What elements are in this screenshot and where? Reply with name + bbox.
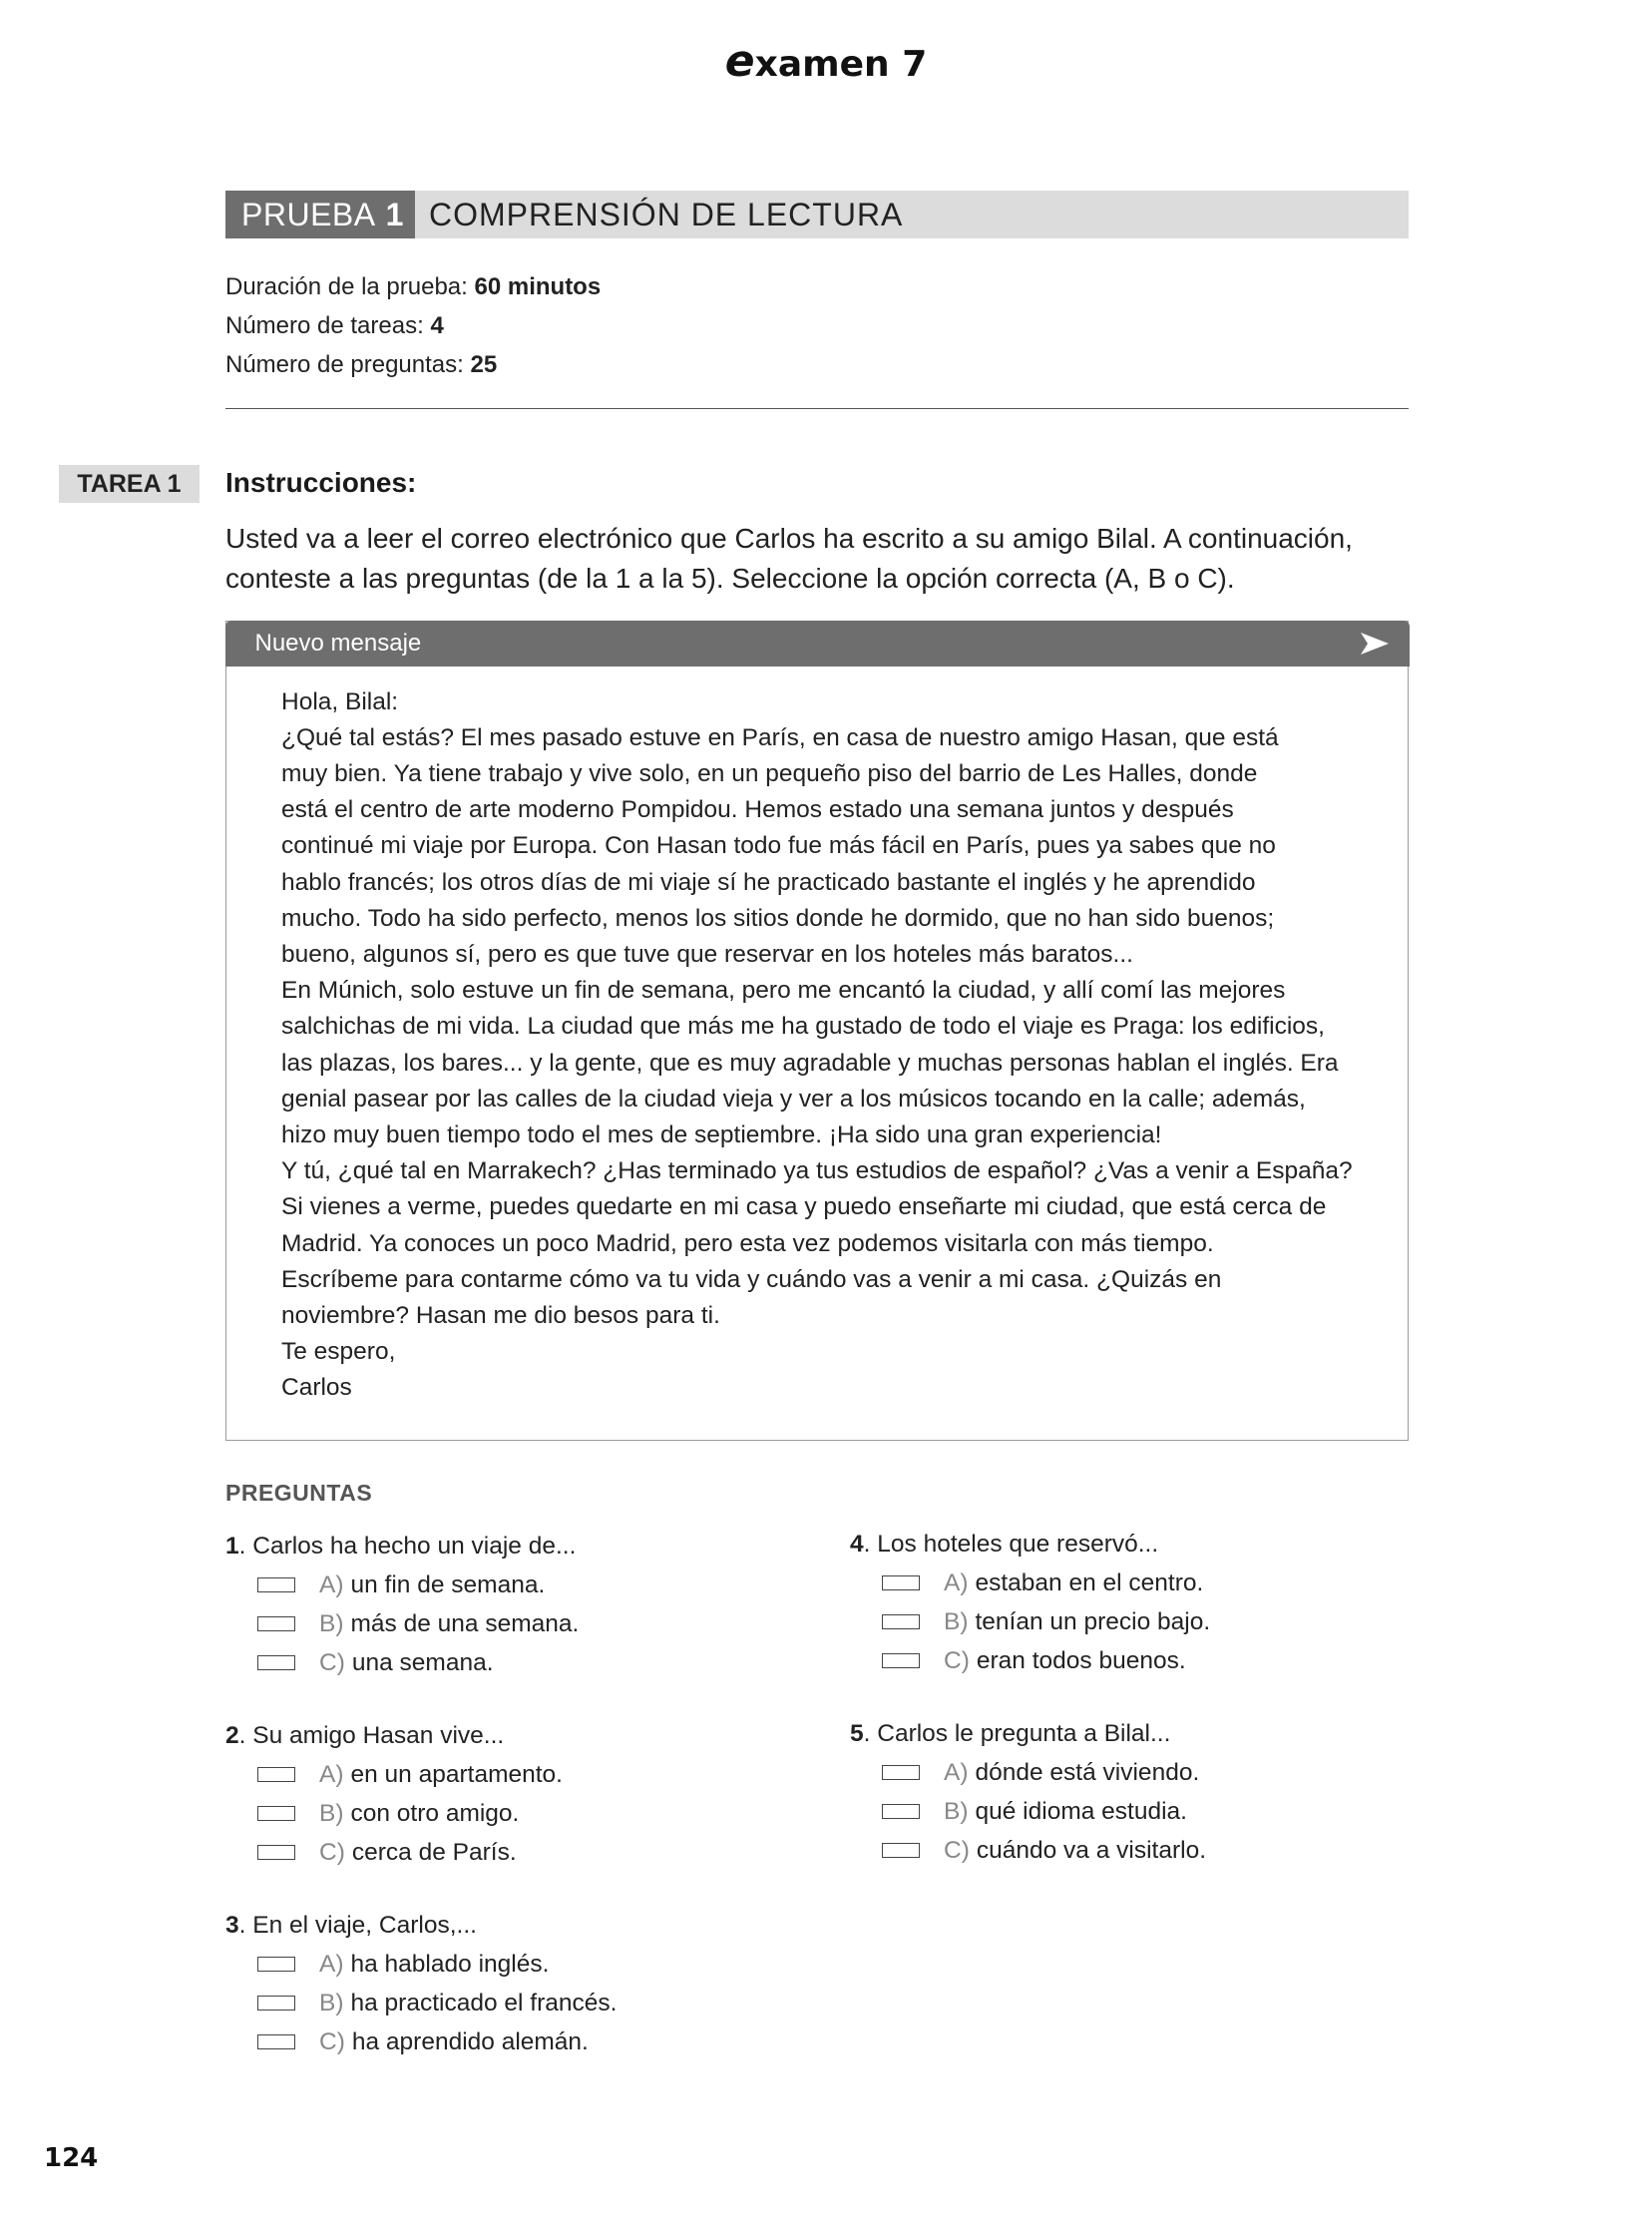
option-text: dónde está viviendo. [975,1758,1200,1786]
meta-questions-label: Número de preguntas: [225,351,464,378]
option-text: en un apartamento. [350,1760,563,1788]
question-stem [850,1526,1210,1564]
meta-tasks-value: 4 [430,312,444,339]
option-text: cuándo va a visitarlo. [976,1836,1207,1864]
option-1a[interactable] [225,1566,579,1604]
task-label: TAREA 1 [59,465,200,503]
email-line: continué mi viaje por Europa. Con Hasan todo fue más fácil en París, pues ya sabes que no [281,832,1276,860]
meta-questions [225,345,601,384]
question-1 [225,1528,579,1682]
question-5 [850,1715,1206,1870]
question-number: 2 [225,1722,239,1749]
email-line: hablo francés; los otros días de mi viaje sí he practicado bastante el inglés y he aprendido [281,868,1256,896]
option-4a[interactable] [850,1564,1210,1602]
email-line: está el centro de arte moderno Pompidou. Hemos estado una semana juntos y después [281,796,1234,824]
answer-checkbox[interactable] [257,2034,295,2049]
option-3b[interactable] [225,1984,617,2022]
option-letter: C) [944,1836,970,1864]
email-line: Escríbeme para contarme cómo va tu vida y cuándo vas a venir a mi casa. ¿Quizás en [281,1265,1222,1293]
meta-tasks [225,306,601,345]
email-line: las plazas, los bares... y la gente, que es muy agradable y muchas personas hablan el inglés. Era [281,1049,1339,1077]
option-text: una semana. [351,1648,494,1676]
option-text: ha practicado el francés. [350,1989,618,2016]
option-4c[interactable] [850,1641,1210,1680]
option-2c[interactable] [225,1833,563,1872]
option-letter: A) [944,1758,969,1786]
option-letter: C) [319,1648,345,1676]
answer-checkbox[interactable] [257,1996,295,2011]
email-line: bueno, algunos sí, pero es que tuve que reservar en los hoteles más baratos... [281,940,1133,968]
email-line: muy bien. Ya tiene trabajo y vive solo, en un pequeño piso del barrio de Les Halles, donde [281,759,1258,787]
option-text: qué idioma estudia. [975,1797,1187,1825]
meta-tasks-label: Número de tareas: [225,312,424,339]
email-header [225,621,1410,667]
question-text: . En el viaje, Carlos,... [238,1912,477,1939]
email-message [225,621,1409,1441]
email-line: ¿Qué tal estás? El mes pasado estuve en París, en casa de nuestro amigo Hasan, que está [281,723,1279,751]
email-header-title: Nuevo mensaje [254,629,422,657]
answer-checkbox[interactable] [882,1575,920,1590]
option-text: cerca de París. [351,1838,517,1866]
answer-checkbox[interactable] [882,1804,920,1819]
email-line: hizo muy buen tiempo todo el mes de septiembre. ¡Ha sido una gran experiencia! [281,1120,1162,1148]
question-number: 1 [225,1533,239,1560]
question-text: . Los hoteles que reservó... [863,1531,1159,1558]
meta-questions-value: 25 [470,351,498,378]
option-letter: A) [319,1570,344,1598]
option-4b[interactable] [850,1602,1210,1641]
question-number: 3 [225,1912,239,1939]
answer-checkbox[interactable] [257,1806,295,1821]
test-tag-number: 1 [385,196,404,232]
page-number: 124 [44,2143,99,2173]
option-text: un fin de semana. [350,1570,546,1598]
option-2b[interactable] [225,1794,563,1833]
answer-checkbox[interactable] [257,1655,295,1670]
test-tag [225,191,415,238]
email-line: mucho. Todo ha sido perfecto, menos los sitios donde he dormido, que no han sido buenos; [281,904,1275,932]
option-2a[interactable] [225,1755,563,1794]
question-text: . Carlos le pregunta a Bilal... [863,1720,1171,1747]
meta-duration-label: Duración de la prueba: [225,273,468,300]
email-line: Te espero, [281,1338,396,1366]
instructions-line: conteste a las preguntas (de la 1 a la 5). Seleccione la opción correcta (A, B o C). [225,563,1235,594]
answer-checkbox[interactable] [257,1957,295,1972]
question-3 [225,1907,617,2061]
email-line: Y tú, ¿qué tal en Marrakech? ¿Has terminado ya tus estudios de español? ¿Vas a venir a España? [281,1157,1353,1185]
option-letter: B) [944,1607,969,1635]
email-line: Madrid. Ya conoces un poco Madrid, pero esta vez podemos visitarla con más tiempo. [281,1229,1214,1257]
email-line: Carlos [281,1374,352,1402]
option-letter: B) [319,1609,344,1637]
question-stem [850,1715,1206,1753]
question-text: . Su amigo Hasan vive... [238,1722,505,1749]
option-3a[interactable] [225,1945,617,1984]
answer-checkbox[interactable] [882,1653,920,1668]
email-line: noviembre? Hasan me dio besos para ti. [281,1301,720,1329]
option-letter: B) [319,1799,344,1827]
question-stem [225,1907,617,1945]
answer-checkbox[interactable] [882,1765,920,1780]
option-letter: B) [944,1797,969,1825]
answer-checkbox[interactable] [257,1616,295,1631]
option-5b[interactable] [850,1792,1206,1831]
option-text: tenían un precio bajo. [975,1607,1211,1635]
option-text: con otro amigo. [350,1799,520,1827]
divider [225,408,1409,409]
meta-duration [225,267,601,306]
page-title-rest: xamen 7 [754,44,928,85]
option-text: ha aprendido alemán. [351,2027,589,2055]
option-letter: B) [319,1989,344,2016]
questions-title: PREGUNTAS [225,1480,373,1506]
option-text: ha hablado inglés. [350,1950,550,1978]
option-5c[interactable] [850,1831,1206,1870]
email-line: salchichas de mi vida. La ciudad que más me ha gustado de todo el viaje es Praga: los edificios, [281,1013,1325,1041]
question-stem [225,1717,563,1755]
email-line: genial pasear por las calles de la ciudad vieja y ver a los músicos tocando en la calle; además, [281,1085,1306,1113]
option-1b[interactable] [225,1604,579,1643]
option-letter: A) [944,1568,969,1596]
question-2 [225,1717,563,1872]
option-letter: A) [319,1760,344,1788]
question-text: . Carlos ha hecho un viaje de... [238,1533,577,1560]
option-letter: A) [319,1950,344,1978]
test-banner [225,191,1409,238]
question-4 [850,1526,1210,1680]
instructions-title: Instrucciones: [225,467,417,498]
answer-checkbox[interactable] [882,1614,920,1629]
answer-checkbox[interactable] [257,1767,295,1782]
option-text: eran todos buenos. [976,1646,1186,1674]
question-stem [225,1528,579,1566]
test-tag-word: PRUEBA [241,196,376,232]
page-title [0,36,1652,87]
answer-checkbox[interactable] [257,1845,295,1860]
test-meta [225,267,601,384]
email-body [226,667,1408,1407]
answer-checkbox[interactable] [257,1577,295,1592]
meta-duration-value: 60 minutos [474,273,602,300]
send-arrow-icon [1360,632,1390,656]
option-1c[interactable] [225,1643,579,1682]
email-line: Si vienes a verme, puedes quedarte en mi casa y puedo enseñarte mi ciudad, que está cerca de [281,1193,1327,1221]
option-5a[interactable] [850,1753,1206,1792]
option-3c[interactable] [225,2022,617,2061]
question-number: 5 [850,1720,864,1747]
instructions-line: Usted va a leer el correo electrónico que Carlos ha escrito a su amigo Bilal. A continuación, [225,523,1353,554]
option-letter: C) [944,1646,970,1674]
option-letter: C) [319,1838,345,1866]
option-text: más de una semana. [350,1609,580,1637]
option-text: estaban en el centro. [975,1568,1204,1596]
test-title: COMPRENSIÓN DE LECTURA [429,196,904,232]
email-line: En Múnich, solo estuve un fin de semana, pero me encantó la ciudad, y allí comí las mejores [281,977,1286,1005]
instructions-text [225,519,1413,599]
email-line: Hola, Bilal: [281,687,399,715]
page-title-e: e [724,36,755,87]
option-letter: C) [319,2027,345,2055]
answer-checkbox[interactable] [882,1843,920,1858]
question-number: 4 [850,1531,864,1558]
